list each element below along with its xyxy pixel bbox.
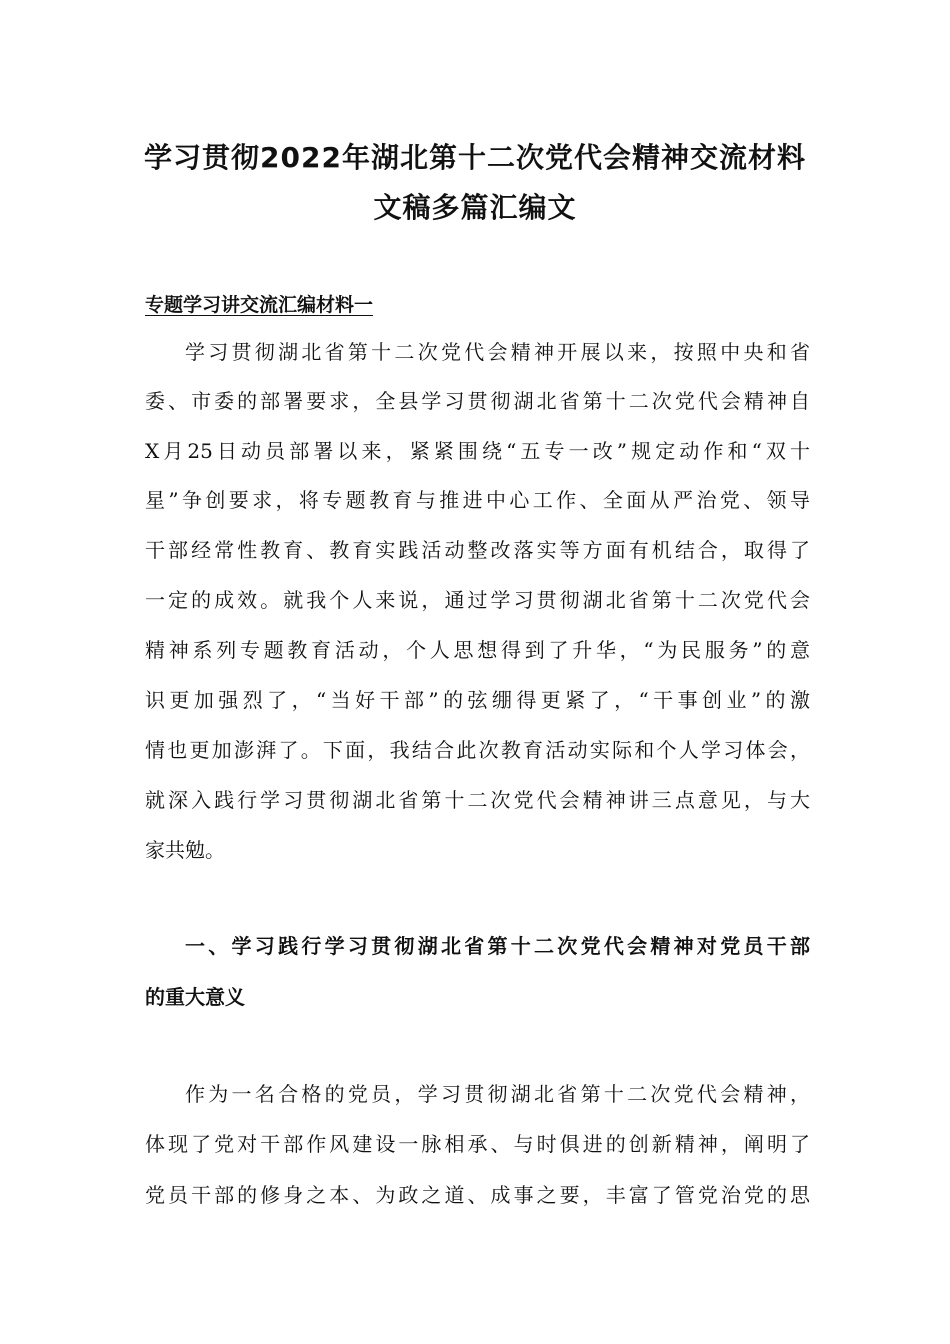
paragraph1-line: X月25日动员部署以来，紧紧围绕“五专一改”规定动作和“双十: [145, 439, 810, 463]
paragraph2-line: 党员干部的修身之本、为政之道、成事之要，丰富了管党治党的思: [145, 1183, 810, 1207]
document-title-line-2: 文稿多篇汇编文: [373, 191, 577, 224]
paragraph1-line: 委、市委的部署要求，全县学习贯彻湖北省第十二次党代会精神自: [145, 389, 810, 413]
paragraph2-line: 体现了党对干部作风建设一脉相承、与时俱进的创新精神，阐明了: [145, 1132, 810, 1156]
paragraph1-line: 就深入践行学习贯彻湖北省第十二次党代会精神讲三点意见，与大: [145, 788, 810, 812]
paragraph1-line: 星”争创要求，将专题教育与推进中心工作、全面从严治党、领导: [145, 488, 810, 512]
paragraph1-line: 情也更加澎湃了。下面，我结合此次教育活动实际和个人学习体会，: [145, 738, 810, 762]
paragraph1-line: 识更加强烈了，“当好干部”的弦绷得更紧了，“干事创业”的激: [145, 688, 810, 712]
document-title-line-1: 学习贯彻2022年湖北第十二次党代会精神交流材料: [144, 141, 806, 174]
paragraph1-line: 学习贯彻湖北省第十二次党代会精神开展以来，按照中央和省: [185, 340, 810, 364]
paragraph1-line: 干部经常性教育、教育实践活动整改落实等方面有机结合，取得了: [145, 538, 810, 562]
paragraph1-line: 一定的成效。就我个人来说，通过学习贯彻湖北省第十二次党代会: [145, 588, 810, 612]
paragraph1-line: 家共勉。: [145, 838, 225, 862]
section1-heading-line-1: 一、学习践行学习贯彻湖北省第十二次党代会精神对党员干部: [185, 934, 810, 958]
section1-heading-line-2: 的重大意义: [145, 985, 245, 1009]
paragraph1-line: 精神系列专题教育活动，个人思想得到了升华，“为民服务”的意: [145, 638, 810, 662]
paragraph2-line: 作为一名合格的党员，学习贯彻湖北省第十二次党代会精神，: [185, 1082, 810, 1106]
section-subheading: 专题学习讲交流汇编材料一: [145, 294, 374, 316]
